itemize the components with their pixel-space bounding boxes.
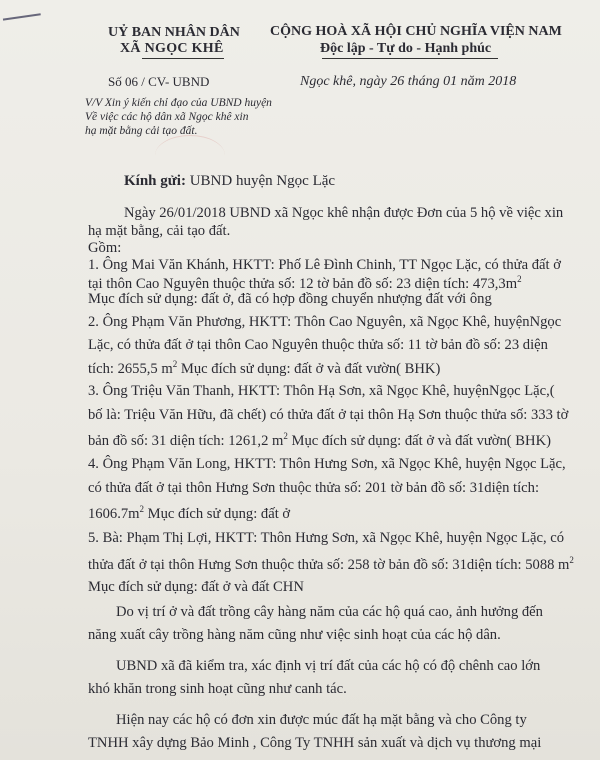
item4-line-1: 4. Ông Phạm Văn Long, HKTT: Thôn Hưng Sơn, xã Ngọc Khê, huyện Ngọc Lặc, <box>88 456 566 472</box>
place-date: Ngọc khê, ngày 26 tháng 01 năm 2018 <box>300 74 517 89</box>
commune-name: XÃ NGỌC KHÊ <box>120 41 224 56</box>
item2-line-1: 2. Ông Phạm Văn Phương, HKTT: Thôn Cao Nguyên, xã Ngọc Khê, huyệnNgọc <box>88 314 562 330</box>
item4-line-2: có thửa đất ở tại thôn Hưng Sơn thuộc thửa số: 201 tờ bản đồ số: 31diện tích: <box>88 480 539 496</box>
nation-motto: Độc lập - Tự do - Hạnh phúc <box>320 41 492 56</box>
salutation-recipient: UBND huyện Ngọc Lặc <box>189 173 336 189</box>
subject-line-2: Về việc các hộ dân xã Ngọc khê xin <box>85 111 249 123</box>
doc-number: Số 06 / CV- UBND <box>108 74 210 89</box>
faint-stamp <box>155 135 225 176</box>
nation-title: CỘNG HOÀ XÃ HỘI CHỦ NGHĨA VIỆN NAM <box>270 24 562 39</box>
item5-line-1: 5. Bà: Phạm Thị Lợi, HKTT: Thôn Hưng Sơn, xã Ngọc Khê, huyện Ngọc Lặc, có <box>88 530 565 546</box>
item1-line-1: 1. Ông Mai Văn Khánh, HKTT: Phố Lê Đình Chinh, TT Ngọc Lặc, có thửa đất ở <box>88 257 561 273</box>
salutation <box>124 173 335 190</box>
intro-line-1: Ngày 26/01/2018 UBND xã Ngọc khê nhận được Đơn của 5 hộ về việc xin <box>124 205 564 221</box>
para1-line-1: Do vị trí ở và đất trồng cây hàng năm của các hộ quá cao, ảnh hưởng đến <box>116 604 543 620</box>
pen-mark <box>1 1 41 20</box>
intro-line-3: Gồm: <box>88 240 122 256</box>
para1-line-2: năng xuất cây trồng hàng năm cũng như việc sinh hoạt của các hộ dân. <box>88 627 501 643</box>
item3-line-2: bố là: Triệu Văn Hữu, đã chết) có thửa đất ở tại thôn Hạ Sơn thuộc thửa số: 333 tờ <box>88 407 569 423</box>
para3-line-1: Hiện nay các hộ có đơn xin được múc đất hạ mặt bằng và cho Công ty <box>116 712 527 728</box>
subject-line-1: V/V Xin ý kiến chỉ đạo của UBND huyện <box>85 97 272 109</box>
intro-line-2: hạ mặt bằng, cải tạo đất. <box>88 223 231 239</box>
salutation-label: Kính gửi: <box>124 173 186 189</box>
subject-line-3: hạ mặt bằng cải tạo đất. <box>85 125 198 137</box>
item3-line-3: bản đồ số: 31 diện tích: 1261,2 $m^2$ Mục đích sử dụng: đất ở và đất vườn( BHK) <box>88 431 551 449</box>
item3-line-1: 3. Ông Triệu Văn Thanh, HKTT: Thôn Hạ Sơn, xã Ngọc Khê, huyệnNgọc Lặc,( <box>88 383 555 399</box>
org-name: UỶ BAN NHÂN DÂN <box>108 25 240 40</box>
item2-line-2: Lặc, có thửa đất ở tại thôn Cao Nguyên thuộc thửa số: 11 tờ bản đồ số: 23 diện <box>88 337 548 353</box>
item5-line-3: Mục đích sử dụng: đất ở và đất CHN <box>88 579 304 595</box>
item2-line-3: tích: 2655,5 $m^2$ Mục đích sử dụng: đất ở và đất vườn( BHK) <box>88 359 441 377</box>
item4-line-3: $1606.7m^2$ Mục đích sử dụng: đất ở <box>88 504 291 522</box>
para2-line-2: khó khăn trong sinh hoạt cũng như canh tác. <box>88 681 347 697</box>
para3-line-2: TNHH xây dựng Bảo Minh , Công Ty TNHH sản xuất và dịch vụ thương mại <box>88 735 542 751</box>
para2-line-1: UBND xã đã kiểm tra, xác định vị trí đất của các hộ có độ chênh cao lớn <box>116 658 541 674</box>
item1-line-2: tại thôn Cao Nguyên thuộc thửa số: 12 tờ bản đồ số: 23 diện tích: $473,3m^2$ <box>88 274 522 292</box>
header-underline-right <box>322 58 498 59</box>
header-underline-left <box>142 58 224 59</box>
item5-line-2: thửa đất ở tại thôn Hưng Sơn thuộc thửa số: 258 tờ bản đồ số: 31diện tích: 5088 $m^2$ <box>88 555 574 573</box>
item1-line-3: Mục đích sử dụng: đất ở, đã có hợp đồng chuyển nhượng đất với ông <box>88 291 492 307</box>
